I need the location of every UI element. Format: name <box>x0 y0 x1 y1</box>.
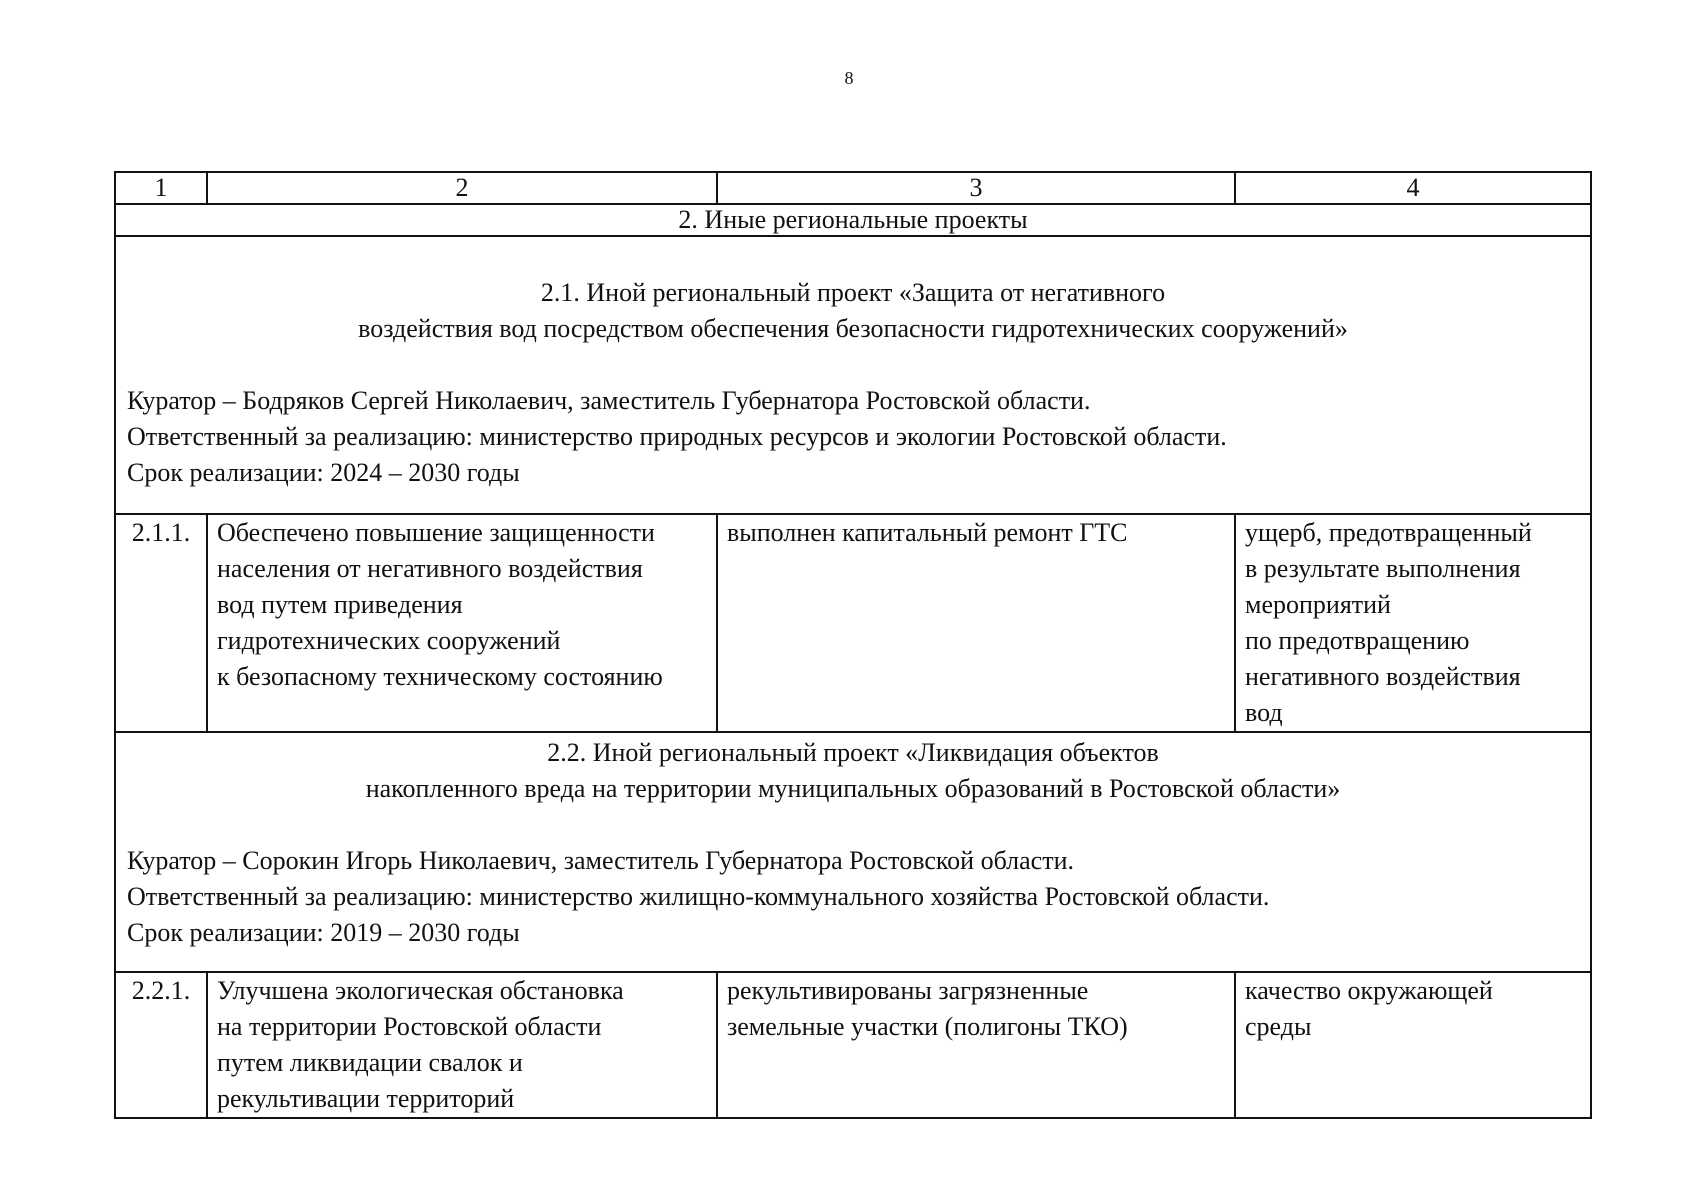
project-header-row <box>115 732 1591 972</box>
cell-line: населения от негативного воздействия <box>217 554 643 583</box>
cell-line: среды <box>1245 1012 1312 1041</box>
project-curator: Куратор – Сорокин Игорь Николаевич, заместитель Губернатора Ростовской области. <box>127 846 1074 875</box>
project-period: Срок реализации: 2019 – 2030 годы <box>127 918 520 947</box>
action-cell <box>717 972 1235 1118</box>
section-row <box>115 204 1591 236</box>
projects-table <box>114 171 1592 1119</box>
project-title-line: 2.2. Иной региональный проект «Ликвидация объектов <box>547 738 1159 767</box>
project-title-line: 2.1. Иной региональный проект «Защита от негативного <box>540 278 1166 307</box>
cell-line: выполнен капитальный ремонт ГТС <box>727 518 1128 547</box>
cell-line: вод <box>1245 698 1283 727</box>
cell-line: Улучшена экологическая обстановка <box>217 976 624 1005</box>
project-title <box>127 735 1579 807</box>
project-curator: Куратор – Бодряков Сергей Николаевич, заместитель Губернатора Ростовской области. <box>127 386 1091 415</box>
column-header-2: 2 <box>207 172 717 204</box>
section-title: 2. Иные региональные проекты <box>115 204 1591 236</box>
project-meta <box>127 843 1579 951</box>
project-block <box>116 237 1590 513</box>
project-header-cell <box>115 236 1591 514</box>
project-title-line: накопленного вреда на территории муниципальных образований в Ростовской области» <box>365 774 1341 803</box>
cell-line: путем ликвидации свалок и <box>217 1048 523 1077</box>
column-header-1: 1 <box>115 172 207 204</box>
cell-line: ущерб, предотвращенный <box>1245 518 1532 547</box>
cell-line: в результате выполнения <box>1245 554 1521 583</box>
project-title-line: воздействия вод посредством обеспечения безопасности гидротехнических сооружений» <box>358 314 1348 343</box>
cell-line: по предотвращению <box>1245 626 1470 655</box>
action-cell <box>717 514 1235 732</box>
project-header-row <box>115 236 1591 514</box>
project-responsible: Ответственный за реализацию: министерство жилищно-коммунального хозяйства Ростовской области. <box>127 882 1270 911</box>
cell-line: к безопасному техническому состоянию <box>217 662 663 691</box>
table-row <box>115 514 1591 732</box>
cell-line: мероприятий <box>1245 590 1391 619</box>
indicator-cell <box>1235 972 1591 1118</box>
cell-line: негативного воздействия <box>1245 662 1521 691</box>
project-title <box>127 275 1579 347</box>
project-meta <box>127 383 1579 491</box>
row-number: 2.1.1. <box>115 514 207 732</box>
cell-line: вод путем приведения <box>217 590 463 619</box>
cell-line: Обеспечено повышение защищенности <box>217 518 655 547</box>
cell-line: на территории Ростовской области <box>217 1012 602 1041</box>
page-number: 8 <box>844 68 854 88</box>
cell-line: качество окружающей <box>1245 976 1493 1005</box>
project-block <box>116 733 1590 971</box>
project-header-cell <box>115 732 1591 972</box>
cell-line: рекультивированы загрязненные <box>727 976 1089 1005</box>
result-cell <box>207 514 717 732</box>
cell-line: гидротехнических сооружений <box>217 626 561 655</box>
project-responsible: Ответственный за реализацию: министерство природных ресурсов и экологии Ростовской области. <box>127 422 1227 451</box>
project-period: Срок реализации: 2024 – 2030 годы <box>127 458 520 487</box>
column-header-3: 3 <box>717 172 1235 204</box>
result-cell <box>207 972 717 1118</box>
indicator-cell <box>1235 514 1591 732</box>
cell-line: земельные участки (полигоны ТКО) <box>727 1012 1128 1041</box>
row-number: 2.2.1. <box>115 972 207 1118</box>
header-row <box>115 172 1591 204</box>
cell-line: рекультивации территорий <box>217 1084 515 1113</box>
column-header-4: 4 <box>1235 172 1591 204</box>
table-row <box>115 972 1591 1118</box>
